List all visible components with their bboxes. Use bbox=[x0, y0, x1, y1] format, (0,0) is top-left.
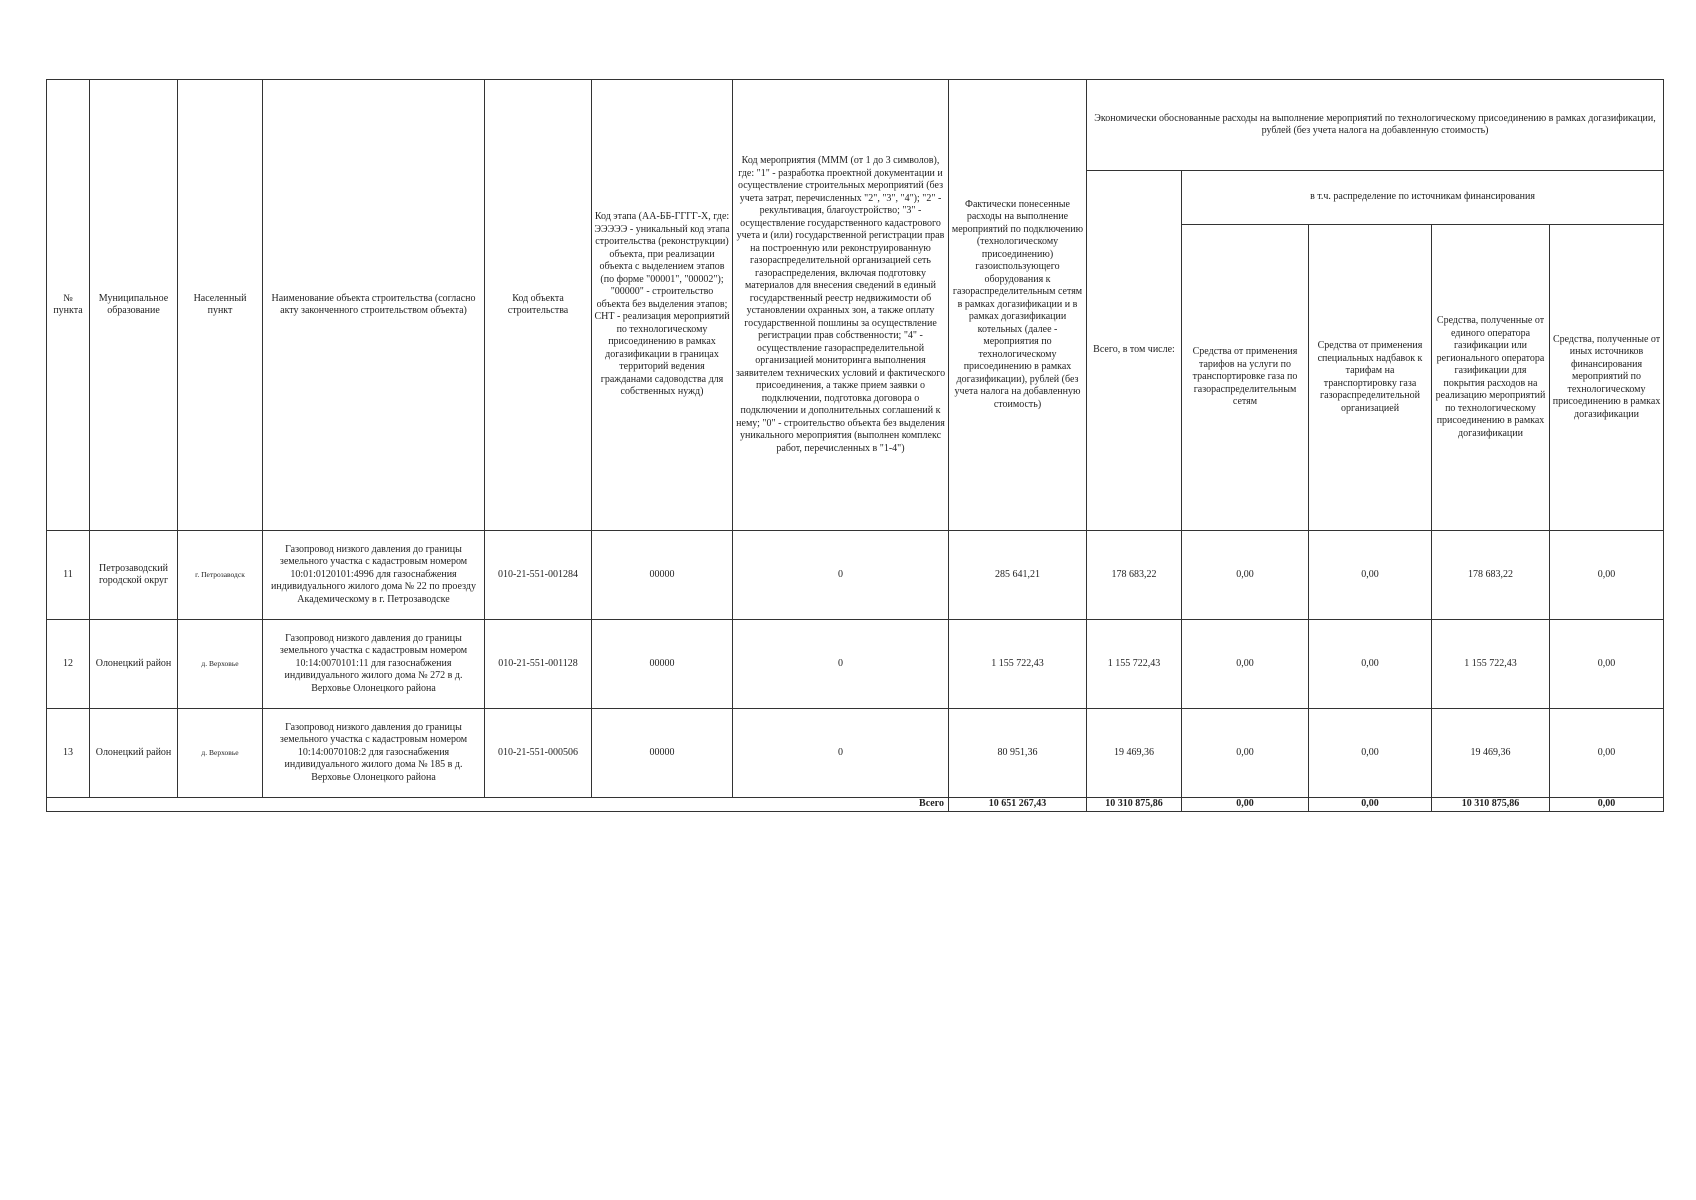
cell-num: 11 bbox=[47, 531, 90, 620]
cell-tariffs: 0,00 bbox=[1182, 620, 1309, 709]
table-row bbox=[47, 620, 1664, 709]
totals-label: Всего bbox=[47, 798, 949, 812]
table-row bbox=[47, 531, 1664, 620]
totals-actual-costs: 10 651 267,43 bbox=[949, 798, 1087, 812]
cell-total: 19 469,36 bbox=[1087, 709, 1182, 798]
header-actual-costs: Фактически понесенные расходы на выполнение мероприятий по подключению (технологическому присоединению) газоиспользующего оборудования к газораспределительным сетям в рамках догазификации и в рамках догазификации котельных (далее - мероприятия по технологическому присоединению в рамках догазификации), рублей (без учета налога на добавленную стоимость) bbox=[949, 80, 1087, 531]
header-sources: в т.ч. распределение по источникам финансирования bbox=[1182, 171, 1664, 225]
cell-settlement: д. Верховье bbox=[178, 709, 263, 798]
cell-operator: 178 683,22 bbox=[1432, 531, 1550, 620]
cell-measure-code: 0 bbox=[733, 620, 949, 709]
header-src-operator: Средства, полученные от единого оператора газификации или регионального оператора газификации для покрытия расходов на реализацию мероприятий по технологическому присоединению в рамках догазификации bbox=[1432, 225, 1550, 531]
cell-stage-code: 00000 bbox=[592, 620, 733, 709]
cell-surcharges: 0,00 bbox=[1309, 709, 1432, 798]
cell-num: 13 bbox=[47, 709, 90, 798]
header-economic-costs: Экономически обоснованные расходы на выполнение мероприятий по технологическому присоединению в рамках догазификации, рублей (без учета налога на добавленную стоимость) bbox=[1087, 80, 1664, 171]
cell-object-code: 010-21-551-000506 bbox=[485, 709, 592, 798]
totals-tariffs: 0,00 bbox=[1182, 798, 1309, 812]
cell-municipality: Петрозаводский городской округ bbox=[90, 531, 178, 620]
cell-surcharges: 0,00 bbox=[1309, 531, 1432, 620]
cell-total: 1 155 722,43 bbox=[1087, 620, 1182, 709]
header-object-name: Наименование объекта строительства (согласно акту законченного строительством объекта) bbox=[263, 80, 485, 531]
cell-num: 12 bbox=[47, 620, 90, 709]
header-stage-code: Код этапа (АА-ББ-ГГГГ-Х, где: ЭЭЭЭЭ - уникальный код этапа строительства (реконструкции) объекта, при реализации объекта с выделением этапов (по форме "00001", "00002"); "00000" - строительство объекта без выделения этапов; СНТ - реализация мероприятий по технологическому присоединению в рамках догазификации в границах территорий ведения гражданами садоводства для собственных нужд) bbox=[592, 80, 733, 531]
cell-actual-costs: 285 641,21 bbox=[949, 531, 1087, 620]
cell-object-name: Газопровод низкого давления до границы земельного участка с кадастровым номером 10:14:0070101:11 для газоснабжения индивидуального жилого дома № 272 в д. Верховье Олонецкого района bbox=[263, 620, 485, 709]
cell-tariffs: 0,00 bbox=[1182, 531, 1309, 620]
header-object-code: Код объекта строительства bbox=[485, 80, 592, 531]
cell-settlement: г. Петрозаводск bbox=[178, 531, 263, 620]
cell-other: 0,00 bbox=[1550, 531, 1664, 620]
header-src-other: Средства, полученные от иных источников финансирования мероприятий по технологическому присоединению в рамках догазификации bbox=[1550, 225, 1664, 531]
totals-other: 0,00 bbox=[1550, 798, 1664, 812]
cell-actual-costs: 80 951,36 bbox=[949, 709, 1087, 798]
header-src-tariffs: Средства от применения тарифов на услуги по транспортировке газа по газораспределительным сетям bbox=[1182, 225, 1309, 531]
cell-surcharges: 0,00 bbox=[1309, 620, 1432, 709]
header-settlement: Населенный пункт bbox=[178, 80, 263, 531]
header-measure-code: Код мероприятия (МММ (от 1 до 3 символов), где: "1" - разработка проектной документации и осуществление строительных мероприятий (без учета затрат, перечисленных "2", "3", "4"); "2" - рекультивация, благоустройство; "3" - осуществление государственного кадастрового учета и (или) государственной регистрации прав на построенную или реконструированную газораспределительной организацией сеть газораспределения, включая подготовку материалов для внесения сведений в единый государственный реестр недвижимости об установлении охранных зон, а также оплату государственной пошлины за осуществление регистрации прав собственности; "4" - осуществление газораспределительной организацией мониторинга выполнения заявителем технических условий и фактического присоединения, а также прием заявки о подключении, подготовка договора о подключении и дополнительных соглашений к нему; "0" - строительство объекта без выделения уникального мероприятия (выполнен комплекс работ, перечисленных в "1-4") bbox=[733, 80, 949, 531]
report-table bbox=[46, 79, 1664, 812]
cell-stage-code: 00000 bbox=[592, 709, 733, 798]
cell-settlement: д. Верховье bbox=[178, 620, 263, 709]
cell-object-code: 010-21-551-001128 bbox=[485, 620, 592, 709]
cell-other: 0,00 bbox=[1550, 620, 1664, 709]
header-total-incl: Всего, в том числе: bbox=[1087, 171, 1182, 531]
totals-surcharges: 0,00 bbox=[1309, 798, 1432, 812]
cell-actual-costs: 1 155 722,43 bbox=[949, 620, 1087, 709]
cell-object-name: Газопровод низкого давления до границы земельного участка с кадастровым номером 10:14:0070108:2 для газоснабжения индивидуального жилого дома № 185 в д. Верховье Олонецкого района bbox=[263, 709, 485, 798]
cell-object-name: Газопровод низкого давления до границы земельного участка с кадастровым номером 10:01:0120101:4996 для газоснабжения индивидуального жилого дома № 22 по проезду Академическому в г. Петрозаводске bbox=[263, 531, 485, 620]
table-row bbox=[47, 709, 1664, 798]
cell-measure-code: 0 bbox=[733, 709, 949, 798]
cell-tariffs: 0,00 bbox=[1182, 709, 1309, 798]
header-num: № пункта bbox=[47, 80, 90, 531]
cell-measure-code: 0 bbox=[733, 531, 949, 620]
cell-operator: 1 155 722,43 bbox=[1432, 620, 1550, 709]
cell-operator: 19 469,36 bbox=[1432, 709, 1550, 798]
cell-stage-code: 00000 bbox=[592, 531, 733, 620]
cell-other: 0,00 bbox=[1550, 709, 1664, 798]
totals-operator: 10 310 875,86 bbox=[1432, 798, 1550, 812]
totals-total: 10 310 875,86 bbox=[1087, 798, 1182, 812]
totals-row bbox=[47, 798, 1664, 812]
cell-municipality: Олонецкий район bbox=[90, 709, 178, 798]
header-src-surcharges: Средства от применения специальных надбавок к тарифам на транспортировку газа газораспределительной организацией bbox=[1309, 225, 1432, 531]
cell-total: 178 683,22 bbox=[1087, 531, 1182, 620]
cell-object-code: 010-21-551-001284 bbox=[485, 531, 592, 620]
header-municipality: Муниципальное образование bbox=[90, 80, 178, 531]
cell-municipality: Олонецкий район bbox=[90, 620, 178, 709]
